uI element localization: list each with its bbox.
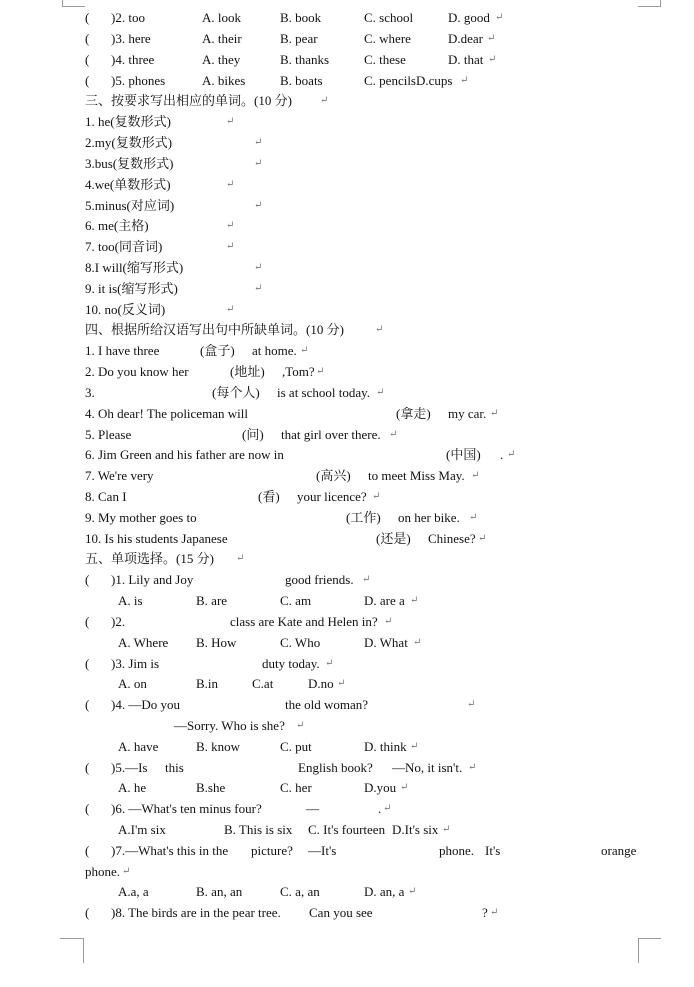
paragraph-mark-icon: ↵	[226, 220, 235, 231]
text-segment: (每个人)	[212, 385, 260, 400]
text-segment: D. are a	[364, 593, 405, 608]
text-segment: 7. too(同音词)	[85, 239, 163, 254]
text-segment: )4. —Do you	[111, 697, 180, 712]
text-segment: 8. Can I	[85, 489, 127, 504]
text-segment: )1. Lily and Joy	[111, 572, 194, 587]
text-segment: D.It's six	[392, 822, 439, 837]
text-segment: —No, it isn't.	[392, 760, 463, 775]
text-segment: C. Who	[280, 635, 321, 650]
text-segment: (	[85, 760, 90, 775]
paragraph-mark-icon: ↵	[226, 241, 235, 252]
text-segment: )2.	[111, 614, 126, 629]
text-segment: 8.I will(缩写形式)	[85, 260, 184, 275]
paragraph-mark-icon: ↵	[410, 741, 419, 752]
text-segment: good friends.	[285, 572, 354, 587]
text-segment: (盒子)	[200, 343, 235, 358]
text-segment: (中国)	[446, 447, 481, 462]
text-segment: your licence?	[297, 489, 367, 504]
paragraph-mark-icon: ↵	[389, 429, 398, 440]
text-segment: (高兴)	[316, 468, 351, 483]
paragraph-mark-icon: ↵	[376, 387, 385, 398]
text-segment: is at school today.	[277, 385, 371, 400]
text-segment: )5.—Is	[111, 760, 148, 775]
text-segment: my car.	[448, 406, 487, 421]
text-segment: B.in	[196, 676, 219, 691]
text-segment: C. school	[364, 10, 414, 25]
text-segment: on her bike.	[398, 510, 460, 525]
text-segment: C. put	[280, 739, 312, 754]
paragraph-mark-icon: ↵	[226, 179, 235, 190]
text-segment: 4. Oh dear! The policeman will	[85, 406, 248, 421]
corner-mark-top-right	[638, 0, 661, 7]
text-segment: C. pencilsD.cups	[364, 73, 453, 88]
text-segment: A.I'm six	[118, 822, 166, 837]
paragraph-mark-icon: ↵	[383, 803, 392, 814]
text-segment: D. that	[448, 52, 484, 67]
text-segment: 2. Do you know her	[85, 364, 189, 379]
text-segment: —	[306, 801, 319, 816]
text-segment: .	[500, 447, 504, 462]
text-segment: Can you see	[309, 905, 373, 920]
paragraph-mark-icon: ↵	[488, 54, 497, 65]
paragraph-mark-icon: ↵	[300, 345, 309, 356]
text-segment: )5. phones	[111, 73, 166, 88]
text-segment: this	[165, 760, 184, 775]
text-segment: 五、单项选择。(15 分)	[85, 551, 214, 566]
text-segment: 10. no(反义词)	[85, 302, 166, 317]
text-segment: A. is	[118, 593, 143, 608]
text-segment: 四、根据所给汉语写出句中所缺单词。(10 分)	[85, 322, 344, 337]
text-segment: (	[85, 905, 90, 920]
paragraph-mark-icon: ↵	[226, 304, 235, 315]
paragraph-mark-icon: ↵	[487, 33, 496, 44]
text-segment: C.at	[252, 676, 274, 691]
text-segment: at home.	[252, 343, 297, 358]
paragraph-mark-icon: ↵	[471, 470, 480, 481]
paragraph-mark-icon: ↵	[400, 782, 409, 793]
paragraph-mark-icon: ↵	[226, 116, 235, 127]
paragraph-mark-icon: ↵	[468, 762, 477, 773]
paragraph-mark-icon: ↵	[469, 512, 478, 523]
text-segment: (	[85, 31, 90, 46]
text-segment: 4.we(单数形式)	[85, 177, 171, 192]
text-segment: (	[85, 801, 90, 816]
text-segment: A. on	[118, 676, 147, 691]
text-segment: 7. We're very	[85, 468, 154, 483]
text-segment: C. her	[280, 780, 312, 795]
text-segment: 5. Please	[85, 427, 132, 442]
text-segment: B. are	[196, 593, 228, 608]
corner-mark-bottom-right	[638, 938, 661, 963]
text-segment: (	[85, 572, 90, 587]
text-segment: that girl over there.	[281, 427, 381, 442]
text-segment: D. good	[448, 10, 490, 25]
text-segment: the old woman?	[285, 697, 369, 712]
text-segment: )2. too	[111, 10, 145, 25]
text-segment: English book?	[298, 760, 373, 775]
text-segment: )4. three	[111, 52, 155, 67]
paragraph-mark-icon: ↵	[490, 907, 499, 918]
text-segment: (看)	[258, 489, 280, 504]
paragraph-mark-icon: ↵	[467, 699, 476, 710]
text-segment: D.no	[308, 676, 334, 691]
paragraph-mark-icon: ↵	[254, 283, 263, 294]
paragraph-mark-icon: ↵	[413, 637, 422, 648]
paragraph-mark-icon: ↵	[254, 262, 263, 273]
text-segment: B. book	[280, 10, 322, 25]
text-segment: phone.	[85, 864, 121, 879]
text-segment: Chinese?	[428, 531, 476, 546]
paragraph-mark-icon: ↵	[236, 553, 245, 564]
text-segment: (	[85, 73, 90, 88]
text-segment: A. look	[202, 10, 241, 25]
text-segment: )3. here	[111, 31, 151, 46]
paragraph-mark-icon: ↵	[478, 533, 487, 544]
paragraph-mark-icon: ↵	[490, 408, 499, 419]
text-segment: 5.minus(对应词)	[85, 198, 175, 213]
paragraph-mark-icon: ↵	[254, 137, 263, 148]
paragraph-mark-icon: ↵	[384, 616, 393, 627]
text-segment: (	[85, 697, 90, 712]
text-segment: )7.—What's this in the	[111, 843, 229, 858]
paragraph-mark-icon: ↵	[325, 658, 334, 669]
text-segment: A. Where	[118, 635, 169, 650]
text-segment: picture?	[251, 843, 293, 858]
text-segment: A.a, a	[118, 884, 149, 899]
text-segment: It's	[485, 843, 501, 858]
paragraph-mark-icon: ↵	[122, 866, 131, 877]
text-segment: B. How	[196, 635, 237, 650]
paragraph-mark-icon: ↵	[507, 449, 516, 460]
text-segment: D. think	[364, 739, 407, 754]
text-segment: )8. The birds are in the pear tree.	[111, 905, 281, 920]
text-segment: (问)	[242, 427, 264, 442]
text-segment: D.you	[364, 780, 397, 795]
text-segment: C. these	[364, 52, 406, 67]
text-segment: —Sorry. Who is she?	[174, 718, 285, 733]
paragraph-mark-icon: ↵	[460, 75, 469, 86]
text-segment: A. have	[118, 739, 159, 754]
text-segment: A. bikes	[202, 73, 246, 88]
text-segment: (	[85, 843, 90, 858]
text-segment: orange	[601, 843, 637, 858]
text-segment: B. know	[196, 739, 241, 754]
text-segment: B.she	[196, 780, 226, 795]
text-segment: —It's	[308, 843, 337, 858]
paragraph-mark-icon: ↵	[320, 95, 329, 106]
text-segment: (	[85, 10, 90, 25]
text-segment: B. an, an	[196, 884, 243, 899]
text-segment: C. It's fourteen	[308, 822, 386, 837]
text-segment: B. pear	[280, 31, 318, 46]
text-segment: C. am	[280, 593, 312, 608]
text-segment: 6. Jim Green and his father are now in	[85, 447, 284, 462]
text-segment: C. where	[364, 31, 411, 46]
paragraph-mark-icon: ↵	[316, 366, 325, 377]
text-segment: (	[85, 614, 90, 629]
text-segment: )3. Jim is	[111, 656, 160, 671]
text-segment: B. This is six	[224, 822, 293, 837]
text-segment: ?	[482, 905, 488, 920]
corner-mark-bottom-left	[60, 938, 84, 963]
text-segment: .	[378, 801, 382, 816]
text-segment: 9. it is(缩写形式)	[85, 281, 178, 296]
text-segment: A. their	[202, 31, 242, 46]
text-segment: D.dear	[448, 31, 484, 46]
paragraph-mark-icon: ↵	[254, 200, 263, 211]
paragraph-mark-icon: ↵	[372, 491, 381, 502]
text-segment: C. a, an	[280, 884, 320, 899]
text-segment: 3.bus(复数形式)	[85, 156, 174, 171]
paragraph-mark-icon: ↵	[375, 324, 384, 335]
text-segment: A. they	[202, 52, 241, 67]
text-segment: D. an, a	[364, 884, 405, 899]
text-segment: (	[85, 52, 90, 67]
text-segment: )6. —What's ten minus four?	[111, 801, 262, 816]
text-segment: 6. me(主格)	[85, 218, 149, 233]
text-segment: 1. he(复数形式)	[85, 114, 171, 129]
paragraph-mark-icon: ↵	[495, 12, 504, 23]
text-segment: D. What	[364, 635, 408, 650]
paragraph-mark-icon: ↵	[296, 720, 305, 731]
text-segment: B. thanks	[280, 52, 330, 67]
text-segment: 9. My mother goes to	[85, 510, 197, 525]
corner-mark-top-left	[62, 0, 85, 7]
paragraph-mark-icon: ↵	[254, 158, 263, 169]
text-segment: class are Kate and Helen in?	[230, 614, 378, 629]
paragraph-mark-icon: ↵	[362, 574, 371, 585]
text-segment: (拿走)	[396, 406, 431, 421]
text-segment: to meet Miss May.	[368, 468, 465, 483]
text-segment: duty today.	[262, 656, 320, 671]
text-segment: A. he	[118, 780, 147, 795]
text-segment: 3.	[85, 385, 95, 400]
text-segment: (	[85, 656, 90, 671]
paragraph-mark-icon: ↵	[442, 824, 451, 835]
paragraph-mark-icon: ↵	[408, 886, 417, 897]
text-segment: (工作)	[346, 510, 381, 525]
text-segment: B. boats	[280, 73, 323, 88]
text-segment: phone.	[439, 843, 475, 858]
text-segment: 1. I have three	[85, 343, 160, 358]
text-segment: (还是)	[376, 531, 411, 546]
text-segment: ,Tom?	[282, 364, 315, 379]
text-segment: (地址)	[230, 364, 265, 379]
text-segment: 三、按要求写出相应的单词。(10 分)	[85, 93, 292, 108]
text-segment: 2.my(复数形式)	[85, 135, 173, 150]
text-segment: 10. Is his students Japanese	[85, 531, 228, 546]
paragraph-mark-icon: ↵	[337, 678, 346, 689]
paragraph-mark-icon: ↵	[410, 595, 419, 606]
